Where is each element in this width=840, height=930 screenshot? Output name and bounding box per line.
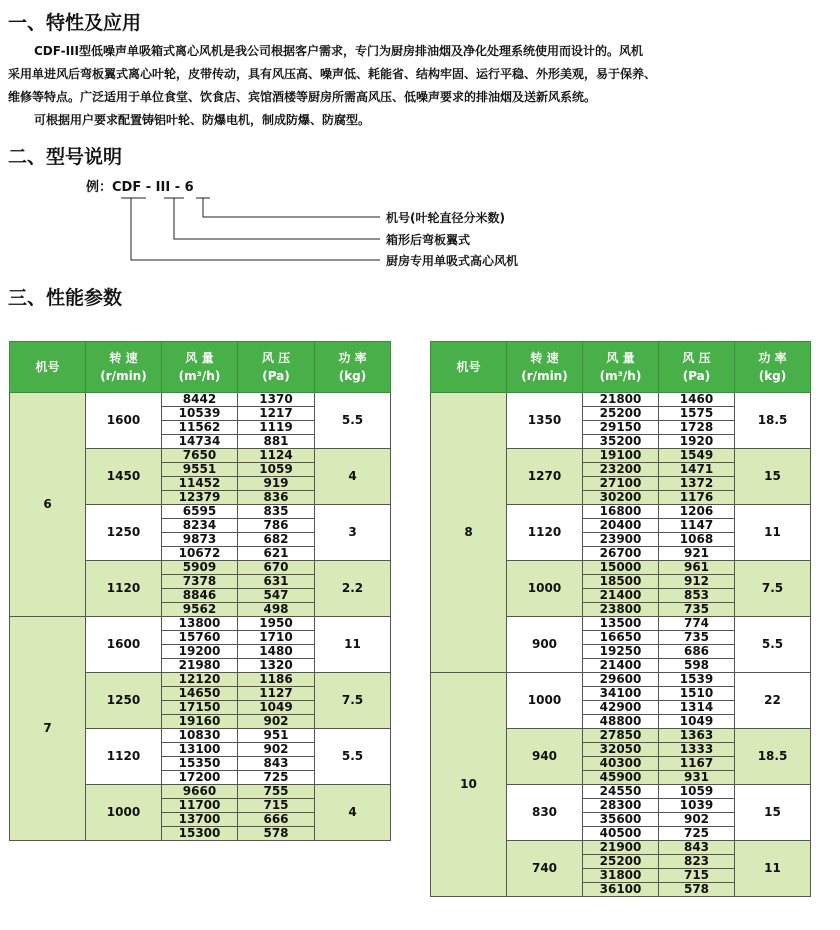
pressure-cell: 1320 [238,659,315,673]
pressure-cell: 786 [238,519,315,533]
airflow-cell: 36100 [583,883,659,897]
header-unit: (r/min) [521,369,568,383]
pressure-cell: 843 [238,757,315,771]
pressure-cell: 1119 [238,421,315,435]
airflow-cell: 15760 [162,631,238,645]
airflow-cell: 19250 [583,645,659,659]
pressure-cell: 1539 [659,673,735,687]
power-cell: 4 [315,449,391,505]
pressure-cell: 735 [659,631,735,645]
airflow-cell: 40500 [583,827,659,841]
airflow-cell: 15350 [162,757,238,771]
power-cell: 3 [315,505,391,561]
pressure-cell: 715 [659,869,735,883]
pressure-cell: 735 [659,603,735,617]
airflow-cell: 21900 [583,841,659,855]
pressure-cell: 823 [659,855,735,869]
intro-line-2: 采用单进风后弯板翼式离心叶轮，皮带传动，具有风压高、噪声低、耗能省、结构牢固、运行平稳、外形美观，易于保养、 [8,67,657,81]
power-cell: 7.5 [735,561,811,617]
airflow-cell: 6595 [162,505,238,519]
speed-cell: 1000 [86,785,162,841]
pressure-cell: 1575 [659,407,735,421]
pressure-cell: 1549 [659,449,735,463]
airflow-cell: 21800 [583,393,659,407]
pressure-cell: 1147 [659,519,735,533]
header-label: 功 率 [338,351,367,365]
airflow-cell: 30200 [583,491,659,505]
header-label: 机号 [35,360,60,374]
table-row [10,617,391,631]
speed-cell: 1250 [86,673,162,729]
power-cell: 11 [315,617,391,673]
airflow-cell: 42900 [583,701,659,715]
header-cell [431,342,507,393]
airflow-cell: 16800 [583,505,659,519]
airflow-cell: 40300 [583,757,659,771]
pressure-cell: 1176 [659,491,735,505]
airflow-cell: 10830 [162,729,238,743]
pressure-cell: 1728 [659,421,735,435]
airflow-cell: 34100 [583,687,659,701]
airflow-cell: 35200 [583,435,659,449]
airflow-cell: 13100 [162,743,238,757]
machine-number-cell: 7 [10,617,86,841]
power-cell: 4 [315,785,391,841]
model-label-usage: 厨房专用单吸式高心风机 [386,254,519,268]
airflow-cell: 25200 [583,855,659,869]
airflow-cell: 19200 [162,645,238,659]
pressure-cell: 961 [659,561,735,575]
pressure-cell: 902 [238,715,315,729]
model-example: 例：CDF - III - 6 [86,180,194,195]
pressure-cell: 1167 [659,757,735,771]
airflow-cell: 26700 [583,547,659,561]
model-label-type: 箱形后弯板翼式 [386,233,471,247]
header-cell [659,342,735,393]
pressure-cell: 1950 [238,617,315,631]
pressure-cell: 1206 [659,505,735,519]
airflow-cell: 11700 [162,799,238,813]
power-cell: 2.2 [315,561,391,617]
power-cell: 15 [735,785,811,841]
pressure-cell: 912 [659,575,735,589]
pressure-cell: 682 [238,533,315,547]
pressure-cell: 1068 [659,533,735,547]
header-unit: (kg) [758,369,787,383]
power-cell: 18.5 [735,729,811,785]
pressure-cell: 715 [238,799,315,813]
airflow-cell: 12120 [162,673,238,687]
airflow-cell: 12379 [162,491,238,505]
speed-cell: 900 [507,617,583,673]
model-diagram [0,170,600,270]
pressure-cell: 902 [659,813,735,827]
airflow-cell: 17150 [162,701,238,715]
pressure-cell: 1460 [659,393,735,407]
pressure-cell: 547 [238,589,315,603]
airflow-cell: 5909 [162,561,238,575]
pressure-cell: 1127 [238,687,315,701]
power-cell: 11 [735,841,811,897]
pressure-cell: 686 [659,645,735,659]
pressure-cell: 1471 [659,463,735,477]
header-cell [238,342,315,393]
header-label: 机号 [456,360,481,374]
speed-cell: 1000 [507,673,583,729]
airflow-cell: 14734 [162,435,238,449]
airflow-cell: 31800 [583,869,659,883]
pressure-cell: 836 [238,491,315,505]
pressure-cell: 1049 [659,715,735,729]
pressure-cell: 1186 [238,673,315,687]
header-cell [315,342,391,393]
pressure-cell: 1333 [659,743,735,757]
airflow-cell: 8846 [162,589,238,603]
speed-cell: 1600 [86,393,162,449]
airflow-cell: 13500 [583,617,659,631]
speed-cell: 1120 [507,505,583,561]
airflow-cell: 8234 [162,519,238,533]
header-cell [735,342,811,393]
perf-table-right [430,341,811,897]
pressure-cell: 1480 [238,645,315,659]
airflow-cell: 20400 [583,519,659,533]
pressure-cell: 578 [659,883,735,897]
airflow-cell: 7650 [162,449,238,463]
airflow-cell: 35600 [583,813,659,827]
table-row [431,673,811,687]
machine-number-cell: 6 [10,393,86,617]
pressure-cell: 1217 [238,407,315,421]
header-cell [162,342,238,393]
airflow-cell: 25200 [583,407,659,421]
airflow-cell: 7378 [162,575,238,589]
table-row [431,393,811,407]
machine-number-cell: 8 [431,393,507,673]
speed-cell: 1250 [86,505,162,561]
power-cell: 22 [735,673,811,729]
pressure-cell: 1710 [238,631,315,645]
speed-cell: 830 [507,785,583,841]
pressure-cell: 1059 [238,463,315,477]
pressure-cell: 1920 [659,435,735,449]
header-unit: (Pa) [682,369,711,383]
speed-cell: 740 [507,841,583,897]
header-label: 转 速 [530,351,559,365]
intro-line-3: 维修等特点。广泛适用于单位食堂、饮食店、宾馆酒楼等厨房所需高风压、低噪声要求的排油烟及送新风系统。 [8,90,597,104]
airflow-cell: 21400 [583,659,659,673]
airflow-cell: 10672 [162,547,238,561]
intro-line-1: CDF-III型低噪声单吸箱式离心风机是我公司根据客户需求，专门为厨房排油烟及净化处理系统使用而设计的。风机 [34,44,643,58]
pressure-cell: 670 [238,561,315,575]
airflow-cell: 13700 [162,813,238,827]
airflow-cell: 9660 [162,785,238,799]
section1-title: 一、特性及应用 [8,12,142,34]
pressure-cell: 919 [238,477,315,491]
pressure-cell: 951 [238,729,315,743]
pressure-cell: 598 [659,659,735,673]
pressure-cell: 631 [238,575,315,589]
pressure-cell: 1049 [238,701,315,715]
airflow-cell: 27100 [583,477,659,491]
airflow-cell: 48800 [583,715,659,729]
header-unit: (r/min) [100,369,147,383]
airflow-cell: 9562 [162,603,238,617]
pressure-cell: 755 [238,785,315,799]
machine-number-cell: 10 [431,673,507,897]
header-cell [507,342,583,393]
pressure-cell: 921 [659,547,735,561]
pressure-cell: 725 [659,827,735,841]
airflow-cell: 19100 [583,449,659,463]
pressure-cell: 931 [659,771,735,785]
pressure-cell: 1039 [659,799,735,813]
pressure-cell: 1372 [659,477,735,491]
pressure-cell: 1314 [659,701,735,715]
airflow-cell: 21980 [162,659,238,673]
pressure-cell: 1363 [659,729,735,743]
table-header-row [10,342,391,393]
airflow-cell: 15000 [583,561,659,575]
pressure-cell: 666 [238,813,315,827]
airflow-cell: 21400 [583,589,659,603]
intro-text [8,40,836,132]
header-cell [10,342,86,393]
header-cell [86,342,162,393]
header-cell [583,342,659,393]
model-label-number: 机号(叶轮直径分米数) [386,211,505,225]
pressure-cell: 1510 [659,687,735,701]
airflow-cell: 13800 [162,617,238,631]
table-header-row [431,342,811,393]
speed-cell: 1120 [86,729,162,785]
pressure-cell: 902 [238,743,315,757]
pressure-cell: 835 [238,505,315,519]
airflow-cell: 29150 [583,421,659,435]
pressure-cell: 578 [238,827,315,841]
power-cell: 11 [735,505,811,561]
airflow-cell: 10539 [162,407,238,421]
airflow-cell: 23800 [583,603,659,617]
airflow-cell: 16650 [583,631,659,645]
pressure-cell: 1059 [659,785,735,799]
header-unit: (kg) [338,369,367,383]
header-label: 转 速 [109,351,138,365]
header-label: 风 量 [185,351,214,365]
pressure-cell: 774 [659,617,735,631]
speed-cell: 1350 [507,393,583,449]
airflow-cell: 18500 [583,575,659,589]
speed-cell: 940 [507,729,583,785]
airflow-cell: 9873 [162,533,238,547]
airflow-cell: 17200 [162,771,238,785]
pressure-cell: 853 [659,589,735,603]
pressure-cell: 843 [659,841,735,855]
power-cell: 5.5 [735,617,811,673]
airflow-cell: 11562 [162,421,238,435]
section3-title: 三、性能参数 [8,287,123,309]
pressure-cell: 621 [238,547,315,561]
table-row [10,393,391,407]
speed-cell: 1600 [86,617,162,673]
airflow-cell: 8442 [162,393,238,407]
header-label: 风 压 [261,351,291,365]
speed-cell: 1000 [507,561,583,617]
airflow-cell: 24550 [583,785,659,799]
airflow-cell: 11452 [162,477,238,491]
speed-cell: 1120 [86,561,162,617]
airflow-cell: 29600 [583,673,659,687]
airflow-cell: 23900 [583,533,659,547]
header-label: 功 率 [758,351,787,365]
header-unit: (m³/h) [599,369,642,383]
header-label: 风 压 [682,351,711,365]
power-cell: 5.5 [315,393,391,449]
pressure-cell: 725 [238,771,315,785]
pressure-cell: 498 [238,603,315,617]
power-cell: 15 [735,449,811,505]
intro-line-4: 可根据用户要求配置铸铝叶轮、防爆电机，制成防爆、防腐型。 [34,113,371,127]
airflow-cell: 27850 [583,729,659,743]
power-cell: 7.5 [315,673,391,729]
pressure-cell: 881 [238,435,315,449]
airflow-cell: 9551 [162,463,238,477]
header-unit: (m³/h) [178,369,221,383]
airflow-cell: 45900 [583,771,659,785]
speed-cell: 1450 [86,449,162,505]
power-cell: 18.5 [735,393,811,449]
airflow-cell: 14650 [162,687,238,701]
airflow-cell: 28300 [583,799,659,813]
airflow-cell: 32050 [583,743,659,757]
airflow-cell: 23200 [583,463,659,477]
pressure-cell: 1124 [238,449,315,463]
section2-title: 二、型号说明 [8,146,123,168]
power-cell: 5.5 [315,729,391,785]
speed-cell: 1270 [507,449,583,505]
airflow-cell: 15300 [162,827,238,841]
airflow-cell: 19160 [162,715,238,729]
header-unit: (Pa) [262,369,290,383]
perf-table-left [9,341,391,841]
pressure-cell: 1370 [238,393,315,407]
header-label: 风 量 [606,351,635,365]
